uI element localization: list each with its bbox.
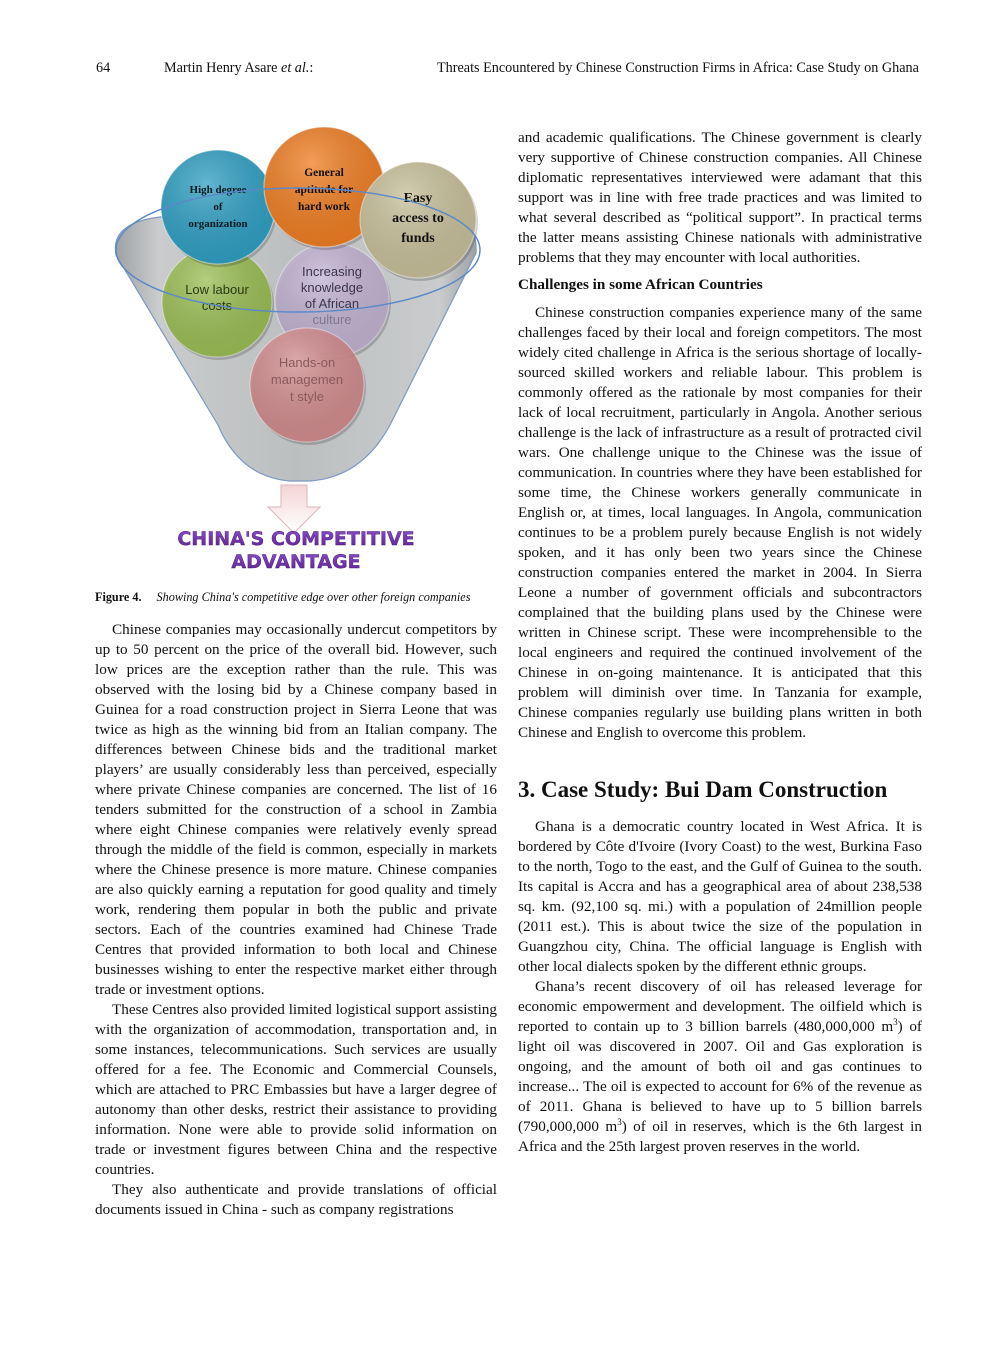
paragraph-continuation: and academic qualifications. The Chinese government is clearly very supportive of Chinese construction companies. All Chinese diplomatic representatives interviewed were adamant that this support was in line with free trade practices and was limited to what several described as “political support”. In practical terms the latter means assisting Chinese nationals with administrative problems that they may encounter with local authorities. — [518, 129, 922, 266]
circle-label-line: costs — [201, 298, 233, 313]
result-title-line-1: CHINA'S COMPETITIVE — [177, 528, 415, 550]
superscript-cubic-2: 3 — [617, 1116, 622, 1127]
funnel-diagram-svg — [100, 125, 500, 585]
circle-label-line: t style — [290, 389, 324, 404]
oil-text-part-2: ) of light oil was discovered in 2007. Oil and Gas exploration is ongoing, and the amount of both oil and gas continues to increase... The oil is expected to account for 6% of the revenue as of 2011. Ghana is believed to have up to 5 billion barrels (790,000,000 m — [518, 1018, 922, 1135]
result-title-line-2: ADVANTAGE — [231, 551, 361, 573]
oil-text-part-1: Ghana’s recent discovery of oil has released leverage for economic empowerment and development. The oilfield which is reported to contain up to 3 billion barrels (480,000,000 m — [518, 978, 922, 1035]
left-column — [95, 620, 497, 1220]
caption-label: Figure 4. — [95, 590, 142, 604]
paragraph-ghana: Ghana is a democratic country located in West Africa. It is bordered by Côte d'Ivoire (Ivory Coast) to the west, Burkina Faso to the north, Togo to the east, and the Gulf of Guinea to the south. Its capital is Accra and has a geographical area of about 238,538 sq. km. (92,100 sq. mi.) with a population of 24million people (2011 est.). This is about twice the size of the population in Guangzhou city, China. The official language is English with other local dialects spoken by the different ethnic groups. — [518, 818, 922, 975]
superscript-cubic-1: 3 — [893, 1016, 898, 1027]
circle-label-line: of African — [304, 296, 360, 311]
circle-label-line: Hands-on — [278, 355, 336, 370]
paragraph-pricing: Chinese companies may occasionally undercut competitors by up to 50 percent on the price of the overall bid. However, such low prices are the exception rather than the rule. This was observed with the losing bid by a Chinese company based in Guinea for a road construction project in Sierra Leone that was twice as high as the winning bid from an Italian company. The differences between Chinese bids and the traditional market players’ are usually considerably less than perceived, especially where private Chinese companies are concerned. The list of 16 tenders submitted for the construction of a school in Zambia where eight Chinese companies were relatively evenly spread through the middle of the field is common, especially in markets where the Chinese presence is more mature. Chinese companies are also quickly earning a reputation for good quality and timely work, rendering them popular in both the public and private sectors. Each of the countries examined had Chinese Trade Centres that provided information to both local and Chinese businesses wishing to enter the respective market either through trade or investment options. — [95, 621, 497, 998]
circle-label-line: knowledge — [300, 280, 364, 295]
circle-label-line: funds — [401, 231, 435, 246]
et-al: et al. — [281, 60, 310, 76]
circle-label-line: Easy — [403, 191, 433, 206]
paragraph-authenticate: They also authenticate and provide translations of official documents issued in China - such as company registrations — [95, 1181, 497, 1218]
paragraph-challenges: Chinese construction companies experience many of the same challenges faced by their local and foreign competitors. The most widely cited challenge in Africa is the serious shortage of locally-sourced skilled workers and reliable labour. This problem is commonly offered as the rationale by most companies for their lack of local recruitment, particularly in Angola. Another serious challenge is the lack of infrastructure as a result of protracted civil wars. One challenge unique to the Chinese was the issue of communication. In countries where they have been established for some time, the Chinese workers generally communicate in English or, at times, local languages. In Angola, communication continues to be a problem purely because English is not widely spoken, and it has only been two years since the Chinese construction companies entered the market in 2004. In Sierra Leone a number of government officials and subcontractors complained that the building plans used by the Chinese were written in Chinese script. These were incomprehensible to the local engineers and required the continued involvement of the Chinese in on-going maintenance. It is anticipated that this problem will diminish over time. In Tanzania for example, Chinese companies regularly use building plans written in both Chinese and English to overcome this problem. — [518, 304, 922, 741]
circle-label-line: Low labour — [185, 282, 249, 297]
paragraph-trade-centres: These Centres also provided limited logistical support assisting with the organization of accommodation, transportation and, in some instances, telecommunications. Such services are usually offered for a fee. The Economic and Commercial Counsels, which are attached to PRC Embassies but have a larger degree of autonomy than other desks, restrict their assistance to providing information. None were able to provide solid information on trade or investment figures between China and the respective countries. — [95, 1001, 497, 1178]
paragraph-oil — [518, 977, 922, 1157]
section-heading-case-study: 3. Case Study: Bui Dam Construction — [518, 777, 888, 802]
subheading-challenges: Challenges in some African Countries — [518, 276, 763, 293]
authors-suffix: : — [309, 60, 314, 76]
circle-label-line: culture — [312, 312, 352, 327]
caption-text: Showing China's competitive edge over other foreign companies — [156, 590, 471, 604]
circle-label-line: access to — [392, 211, 444, 226]
circle-label-line: aptitude for — [294, 184, 354, 196]
page-number: 64 — [96, 60, 111, 76]
right-column — [518, 128, 922, 1157]
circle-label-line: of — [213, 201, 223, 213]
circle-label-line: High degree — [189, 184, 247, 196]
figure-caption — [95, 590, 470, 605]
header-authors — [164, 58, 313, 78]
figure-4-funnel-diagram — [100, 125, 500, 585]
header-title: Threats Encountered by Chinese Construction Firms in Africa: Case Study on Ghana — [437, 60, 919, 76]
oil-text-part-3: ) of oil in reserves, which is the 6th largest in Africa and the 25th largest proven reserves in the world. — [518, 1118, 923, 1155]
circle-label-line: Increasing — [302, 264, 362, 279]
circle-label-line: organization — [188, 218, 248, 230]
circle-label-line: managemen — [270, 372, 344, 387]
down-arrow-icon — [268, 485, 320, 533]
author-names: Martin Henry Asare — [164, 60, 278, 76]
circle-label-line: hard work — [297, 201, 351, 213]
circle-label-line: General — [304, 167, 344, 179]
